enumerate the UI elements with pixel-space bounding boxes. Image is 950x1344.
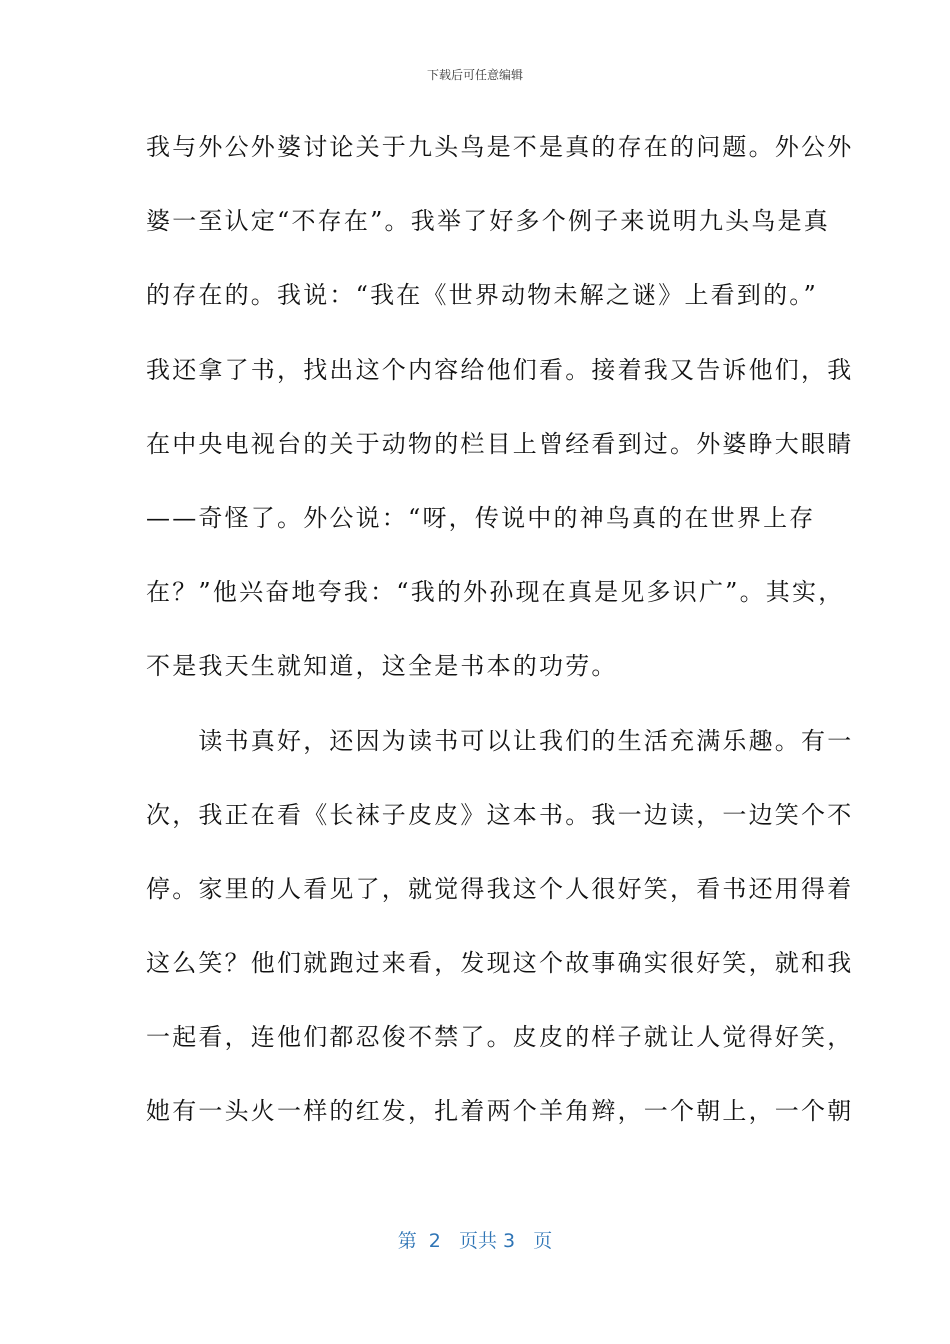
page-header: 下载后可任意编辑	[426, 68, 523, 82]
text-line: 我还拿了书，找出这个内容给他们看。接着我又告诉他们，我	[146, 355, 854, 384]
text-line: 次，我正在看《长袜子皮皮》这本书。我一边读，一边笑个不	[146, 800, 854, 829]
text-line: 我与外公外婆讨论关于九头鸟是不是真的存在的问题。外公外	[146, 133, 854, 161]
text-line: 读书真好，还因为读书可以让我们的生活充满乐趣。有一	[146, 726, 854, 755]
text-line: 她有一头火一样的红发，扎着两个羊角辫，一个朝上，一个朝	[146, 1097, 854, 1126]
page-number-footer: 第 2 页共 3 页	[397, 1230, 553, 1252]
text-line: 一起看，连他们都忍俊不禁了。皮皮的样子就让人觉得好笑，	[146, 1023, 854, 1052]
text-line: 在？”他兴奋地夸我：“我的外孙现在真是见多识广”。其实，	[146, 578, 845, 607]
body-text	[146, 122, 854, 1161]
text-line: 的存在的。我说：“我在《世界动物未解之谜》上看到的。”	[146, 281, 818, 310]
text-line: 在中央电视台的关于动物的栏目上曾经看到过。外婆睁大眼睛	[146, 429, 854, 458]
text-line: 婆一至认定“不存在”。我举了好多个例子来说明九头鸟是真	[146, 207, 830, 236]
text-line: 停。家里的人看见了，就觉得我这个人很好笑，看书还用得着	[146, 874, 854, 903]
text-line: 这么笑？他们就跑过来看，发现这个故事确实很好笑，就和我	[146, 949, 854, 978]
text-line: ——奇怪了。外公说：“呀，传说中的神鸟真的在世界上存	[146, 503, 816, 532]
text-line: 不是我天生就知道，这全是书本的功劳。	[146, 652, 618, 681]
